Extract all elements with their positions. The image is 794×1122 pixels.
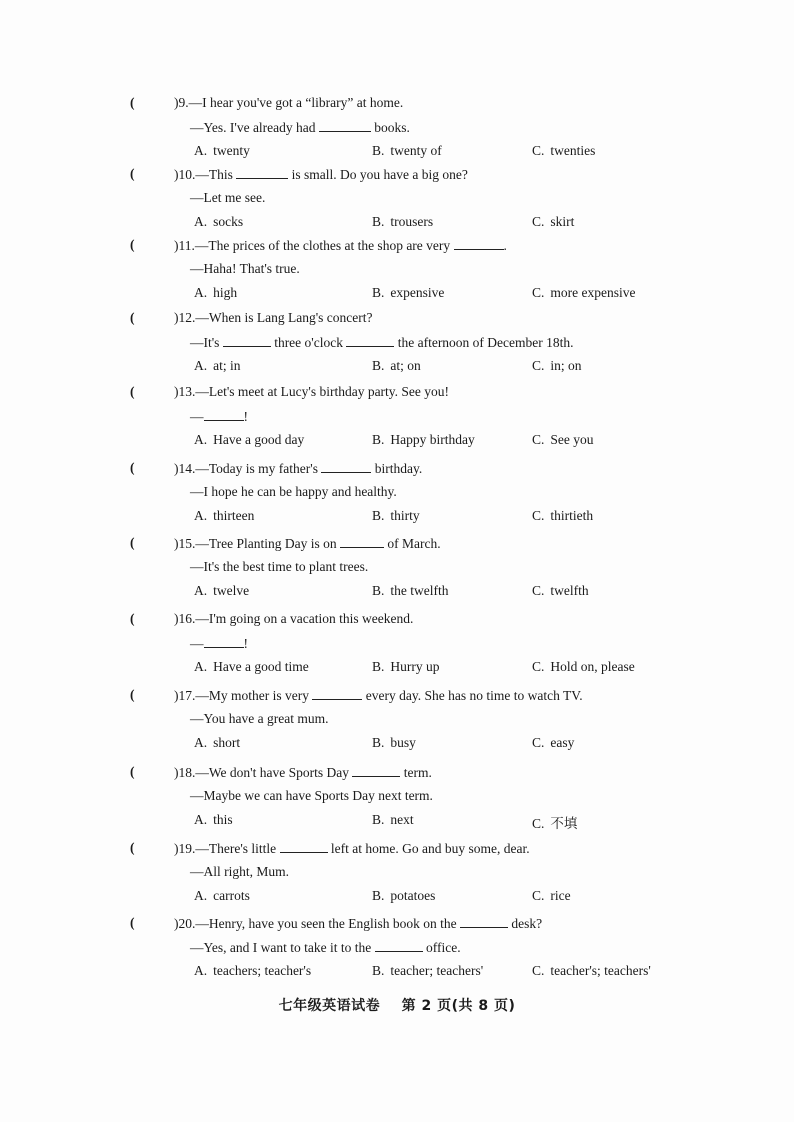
sentence-text: —Maybe we can have Sports Day next term.	[190, 788, 433, 803]
answer-paren[interactable]	[130, 915, 174, 931]
sentence-text: !	[243, 409, 248, 424]
sentence-text: —You have a great mum.	[190, 711, 329, 726]
option-letter: C.	[532, 816, 545, 831]
option-c[interactable]	[532, 432, 594, 448]
question-number: )16.	[174, 611, 196, 626]
option-c[interactable]	[532, 358, 582, 374]
option-c[interactable]	[532, 285, 635, 301]
option-letter: C.	[532, 143, 545, 158]
question-stem	[174, 535, 441, 552]
option-a[interactable]	[194, 963, 311, 979]
fill-blank[interactable]	[375, 939, 423, 952]
answer-paren[interactable]	[130, 310, 174, 326]
paren-open: (	[130, 95, 135, 110]
option-c[interactable]	[532, 659, 635, 675]
option-letter: A.	[194, 143, 208, 158]
option-b[interactable]	[372, 583, 449, 599]
option-letter: B.	[372, 432, 385, 447]
sentence-text: —All right, Mum.	[190, 864, 290, 879]
question-reply	[190, 711, 328, 727]
option-letter: B.	[372, 508, 385, 523]
option-letter: C.	[532, 214, 545, 229]
option-text: short	[213, 735, 241, 750]
option-letter: A.	[194, 358, 208, 373]
option-text: twenty	[213, 143, 250, 158]
options-row	[194, 358, 754, 378]
sentence-text: books.	[370, 120, 410, 135]
option-c[interactable]	[532, 735, 574, 751]
answer-paren[interactable]	[130, 535, 174, 551]
fill-blank[interactable]	[204, 408, 244, 421]
option-letter: B.	[372, 963, 385, 978]
option-text: high	[213, 285, 238, 300]
option-text: thirtieth	[550, 508, 594, 523]
option-letter: C.	[532, 285, 545, 300]
question-item	[0, 460, 794, 532]
question-reply	[190, 484, 397, 500]
option-letter: C.	[532, 659, 545, 674]
option-a[interactable]	[194, 214, 243, 230]
option-b[interactable]	[372, 214, 433, 230]
question-number: )10.	[174, 167, 196, 182]
options-row	[194, 812, 754, 832]
option-c[interactable]	[532, 583, 589, 599]
option-text: See you	[550, 432, 594, 447]
option-letter: A.	[194, 508, 208, 523]
option-letter: B.	[372, 358, 385, 373]
question-reply	[190, 559, 368, 575]
question-reply	[190, 408, 248, 425]
sentence-text: —The prices of the clothes at the shop are very	[194, 238, 454, 253]
option-b[interactable]	[372, 812, 414, 828]
question-stem	[174, 237, 507, 254]
sentence-text: —We don't have Sports Day	[195, 765, 353, 780]
option-text: easy	[550, 735, 575, 750]
option-a[interactable]	[194, 432, 304, 448]
option-text: Happy birthday	[390, 432, 475, 447]
option-letter: C.	[532, 963, 545, 978]
option-letter: A.	[194, 963, 208, 978]
option-text: next	[390, 812, 414, 827]
question-item	[0, 687, 794, 759]
sentence-text: —	[190, 409, 204, 424]
option-letter: A.	[194, 659, 208, 674]
option-b[interactable]	[372, 963, 483, 979]
option-b[interactable]	[372, 508, 420, 524]
question-item	[0, 764, 794, 836]
question-item	[0, 310, 794, 382]
paren-open: (	[130, 460, 135, 475]
sentence-text: !	[243, 636, 248, 651]
option-letter: C.	[532, 432, 545, 447]
option-letter: C.	[532, 358, 545, 373]
question-item	[0, 237, 794, 309]
question-item	[0, 95, 794, 167]
question-stem	[174, 384, 449, 400]
option-text: at; on	[390, 358, 421, 373]
question-item	[0, 915, 794, 987]
option-letter: A.	[194, 432, 208, 447]
option-text: teacher's; teachers'	[550, 963, 651, 978]
sentence-text: —Let's meet at Lucy's birthday party. See you!	[195, 384, 450, 399]
question-item	[0, 840, 794, 912]
options-row	[194, 285, 754, 305]
fill-blank[interactable]	[321, 460, 371, 473]
option-letter: B.	[372, 888, 385, 903]
question-stem	[174, 687, 583, 704]
question-reply	[190, 334, 574, 351]
paren-open: (	[130, 687, 135, 702]
option-text: twenty of	[390, 143, 442, 158]
paren-open: (	[130, 237, 135, 252]
fill-blank[interactable]	[280, 840, 328, 853]
option-text: the twelfth	[390, 583, 449, 598]
sentence-text: .	[503, 238, 507, 253]
option-letter: C.	[532, 735, 545, 750]
option-text: rice	[550, 888, 571, 903]
option-a[interactable]	[194, 888, 250, 904]
option-text: at; in	[213, 358, 241, 373]
option-letter: C.	[532, 888, 545, 903]
sentence-text: office.	[422, 940, 461, 955]
answer-paren[interactable]	[130, 764, 174, 780]
options-row	[194, 583, 754, 603]
question-stem	[174, 166, 468, 183]
paren-open: (	[130, 166, 135, 181]
option-text: potatoes	[390, 888, 436, 903]
option-b[interactable]	[372, 358, 421, 374]
question-number: )11.	[174, 238, 195, 253]
sentence-text: of March.	[384, 536, 441, 551]
option-text: thirteen	[213, 508, 255, 523]
option-letter: B.	[372, 735, 385, 750]
options-row	[194, 432, 754, 452]
option-a[interactable]	[194, 143, 250, 159]
option-text: in; on	[550, 358, 582, 373]
option-letter: A.	[194, 583, 208, 598]
option-b[interactable]	[372, 659, 440, 675]
options-row	[194, 963, 754, 983]
question-item	[0, 611, 794, 683]
question-stem	[174, 611, 413, 627]
option-letter: B.	[372, 812, 385, 827]
question-reply	[190, 635, 248, 652]
option-c[interactable]	[532, 963, 651, 979]
question-reply	[190, 939, 461, 956]
option-letter: B.	[372, 583, 385, 598]
question-reply	[190, 119, 410, 136]
option-letter: C.	[532, 583, 545, 598]
option-text: 不填	[550, 816, 578, 831]
footer-exam-title: 七年级英语试卷	[278, 998, 381, 1014]
option-a[interactable]	[194, 285, 237, 301]
option-b[interactable]	[372, 735, 416, 751]
sentence-text: —Tree Planting Day is on	[195, 536, 340, 551]
sentence-text: —Yes. I've already had	[190, 120, 319, 135]
paren-open: (	[130, 384, 135, 399]
sentence-text: —When is Lang Lang's concert?	[195, 310, 373, 325]
option-b[interactable]	[372, 143, 442, 159]
sentence-text: —My mother is very	[195, 688, 313, 703]
option-a[interactable]	[194, 583, 249, 599]
question-reply	[190, 261, 300, 277]
option-a[interactable]	[194, 735, 240, 751]
option-text: trousers	[390, 214, 434, 229]
option-a[interactable]	[194, 358, 241, 374]
question-stem	[174, 310, 373, 326]
option-text: this	[213, 812, 233, 827]
option-text: Have a good day	[213, 432, 305, 447]
answer-paren[interactable]	[130, 166, 174, 182]
option-letter: B.	[372, 143, 385, 158]
sentence-text: —It's	[190, 335, 223, 350]
sentence-text: —Yes, and I want to take it to the	[190, 940, 375, 955]
question-reply	[190, 190, 265, 206]
question-item	[0, 535, 794, 607]
options-row	[194, 508, 754, 528]
fill-blank[interactable]	[312, 687, 362, 700]
fill-blank[interactable]	[236, 166, 288, 179]
answer-paren[interactable]	[130, 840, 174, 856]
option-text: thirty	[390, 508, 420, 523]
sentence-text: —Haha! That's true.	[190, 261, 300, 276]
sentence-text: —	[190, 636, 204, 651]
paren-open: (	[130, 840, 135, 855]
question-number: )18.	[174, 765, 196, 780]
question-stem	[174, 460, 422, 477]
sentence-text: —I hear you've got a “library” at home.	[188, 95, 404, 110]
fill-blank[interactable]	[319, 119, 371, 132]
sentence-text: left at home. Go and buy some, dear.	[327, 841, 530, 856]
option-b[interactable]	[372, 888, 435, 904]
fill-blank[interactable]	[346, 334, 394, 347]
option-a[interactable]	[194, 508, 254, 524]
answer-paren[interactable]	[130, 611, 174, 627]
option-text: twelve	[213, 583, 250, 598]
option-letter: A.	[194, 735, 208, 750]
option-text: carrots	[213, 888, 250, 903]
question-reply	[190, 864, 289, 880]
fill-blank[interactable]	[204, 635, 244, 648]
answer-paren[interactable]	[130, 384, 174, 400]
option-letter: A.	[194, 214, 208, 229]
option-letter: A.	[194, 888, 208, 903]
option-text: twenties	[550, 143, 596, 158]
option-letter: B.	[372, 285, 385, 300]
answer-paren[interactable]	[130, 460, 174, 476]
option-text: Have a good time	[213, 659, 309, 674]
paren-open: (	[130, 611, 135, 626]
options-row	[194, 143, 754, 163]
question-number: )17.	[174, 688, 196, 703]
fill-blank[interactable]	[223, 334, 271, 347]
option-c[interactable]	[532, 143, 595, 159]
paren-open: (	[130, 310, 135, 325]
option-a[interactable]	[194, 812, 233, 828]
option-text: Hurry up	[390, 659, 440, 674]
sentence-text: birthday.	[371, 461, 423, 476]
sentence-text: —I hope he can be happy and healthy.	[190, 484, 397, 499]
option-text: more expensive	[550, 285, 636, 300]
question-number: )19.	[174, 841, 196, 856]
option-text: socks	[213, 214, 244, 229]
options-row	[194, 735, 754, 755]
sentence-text: three o'clock	[270, 335, 347, 350]
question-number: )20.	[174, 916, 196, 931]
sentence-text: the afternoon of December 18th.	[394, 335, 574, 350]
answer-paren[interactable]	[130, 687, 174, 703]
sentence-text: —I'm going on a vacation this weekend.	[195, 611, 414, 626]
option-text: Hold on, please	[550, 659, 635, 674]
option-text: busy	[390, 735, 416, 750]
question-stem	[174, 95, 403, 111]
paren-open: (	[130, 535, 135, 550]
question-number: )13.	[174, 384, 196, 399]
question-item	[0, 384, 794, 456]
question-stem	[174, 764, 432, 781]
options-row	[194, 659, 754, 679]
option-b[interactable]	[372, 285, 444, 301]
question-number: )9.	[174, 95, 189, 110]
option-c[interactable]	[532, 812, 577, 832]
fill-blank[interactable]	[340, 535, 384, 548]
answer-paren[interactable]	[130, 237, 174, 253]
sentence-text: —Let me see.	[190, 190, 266, 205]
option-c[interactable]	[532, 888, 571, 904]
page-footer	[0, 995, 794, 1015]
question-item	[0, 166, 794, 238]
question-stem	[174, 840, 530, 857]
option-text: teacher; teachers'	[390, 963, 484, 978]
fill-blank[interactable]	[460, 915, 508, 928]
option-c[interactable]	[532, 508, 593, 524]
question-number: )12.	[174, 310, 196, 325]
option-text: skirt	[550, 214, 575, 229]
sentence-text: desk?	[507, 916, 543, 931]
option-a[interactable]	[194, 659, 309, 675]
sentence-text: every day. She has no time to watch TV.	[362, 688, 583, 703]
paren-open: (	[130, 764, 135, 779]
sentence-text: term.	[400, 765, 432, 780]
option-text: twelfth	[550, 583, 589, 598]
sentence-text: —Henry, have you seen the English book on the	[195, 916, 460, 931]
sentence-text: —There's little	[195, 841, 280, 856]
question-number: )14.	[174, 461, 196, 476]
option-letter: A.	[194, 285, 208, 300]
fill-blank[interactable]	[454, 237, 504, 250]
option-text: expensive	[390, 285, 445, 300]
options-row	[194, 888, 754, 908]
options-row	[194, 214, 754, 234]
sentence-text: is small. Do you have a big one?	[288, 167, 468, 182]
fill-blank[interactable]	[352, 764, 400, 777]
footer-page-number: 第 2 页(共 8 页)	[401, 998, 516, 1014]
question-reply	[190, 788, 433, 804]
option-letter: C.	[532, 508, 545, 523]
paren-open: (	[130, 915, 135, 930]
answer-paren[interactable]	[130, 95, 174, 111]
option-c[interactable]	[532, 214, 574, 230]
question-number: )15.	[174, 536, 196, 551]
sentence-text: —This	[195, 167, 237, 182]
option-letter: B.	[372, 214, 385, 229]
question-stem	[174, 915, 542, 932]
option-text: teachers; teacher's	[213, 963, 312, 978]
option-letter: B.	[372, 659, 385, 674]
option-letter: A.	[194, 812, 208, 827]
sentence-text: —Today is my father's	[195, 461, 322, 476]
option-b[interactable]	[372, 432, 475, 448]
sentence-text: —It's the best time to plant trees.	[190, 559, 369, 574]
